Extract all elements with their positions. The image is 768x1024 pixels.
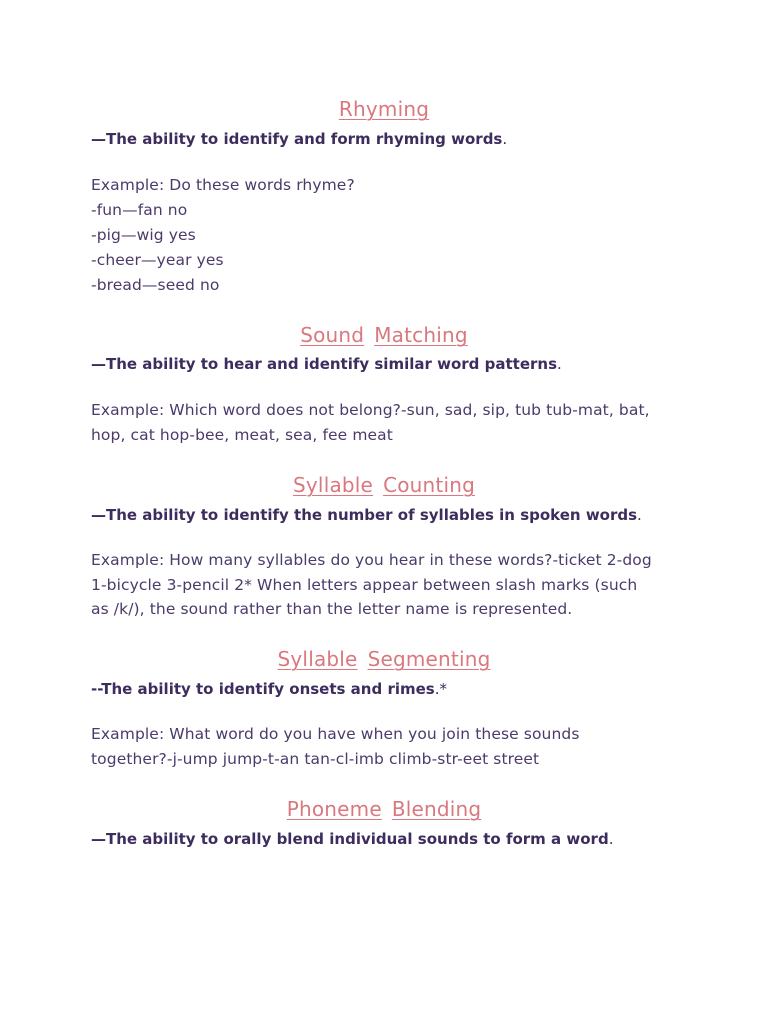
definition-end: .* (434, 680, 447, 698)
definition-text: —The ability to identify and form rhyming words (91, 130, 503, 148)
example-line: -fun—fan no (91, 201, 188, 219)
heading-word: Syllable (293, 473, 374, 497)
heading-word: Counting (383, 473, 475, 497)
heading-word: Segmenting (367, 647, 491, 671)
example-line: Example: Do these words rhyme? (91, 176, 355, 194)
heading-sound-matching (0, 323, 768, 347)
example-line: -pig—wig yes (91, 226, 196, 244)
example-line: as /k/), the sound rather than the letter name is represented. (91, 600, 573, 618)
definition-end: . (502, 130, 508, 148)
heading-word: Matching (374, 323, 468, 347)
heading-phoneme-blending (0, 797, 768, 821)
example-line: 1-bicycle 3-pencil 2* When letters appear between slash marks (such (91, 576, 638, 594)
example-line: -bread—seed no (91, 276, 220, 294)
heading-rhyming (0, 97, 768, 121)
definition-text: —The ability to hear and identify similar word patterns (91, 355, 558, 373)
definition-text: --The ability to identify onsets and rimes (91, 680, 435, 698)
example-line: Example: How many syllables do you hear in these words?-ticket 2-dog (91, 551, 652, 569)
definition-end: . (557, 355, 562, 373)
definition-phoneme-blending (91, 830, 613, 848)
definition-syllable-segmenting (91, 680, 447, 698)
example-line: hop, cat hop-bee, meat, sea, fee meat (91, 426, 393, 444)
example-line: Example: Which word does not belong?-sun, sad, sip, tub tub-mat, bat, (91, 401, 650, 419)
definition-rhyming (91, 130, 507, 148)
heading-word: Phoneme (286, 797, 382, 821)
example-line: -cheer—year yes (91, 251, 224, 269)
heading-syllable-counting (0, 473, 768, 497)
definition-end: . (608, 830, 614, 848)
definition-text: —The ability to orally blend individual sounds to form a word (91, 830, 609, 848)
heading-syllable-segmenting (0, 647, 768, 671)
heading-word: Rhyming (338, 97, 430, 121)
definition-text: —The ability to identify the number of syllables in spoken words (91, 506, 638, 524)
heading-word: Blending (391, 797, 482, 821)
heading-word: Sound (300, 323, 365, 347)
example-line: together?-j-ump jump-t-an tan-cl-imb climb-str-eet street (91, 750, 540, 768)
definition-sound-matching (91, 355, 562, 373)
heading-word: Syllable (277, 647, 358, 671)
definition-end: . (637, 506, 642, 524)
definition-syllable-counting (91, 506, 642, 524)
example-line: Example: What word do you have when you join these sounds (91, 725, 580, 743)
